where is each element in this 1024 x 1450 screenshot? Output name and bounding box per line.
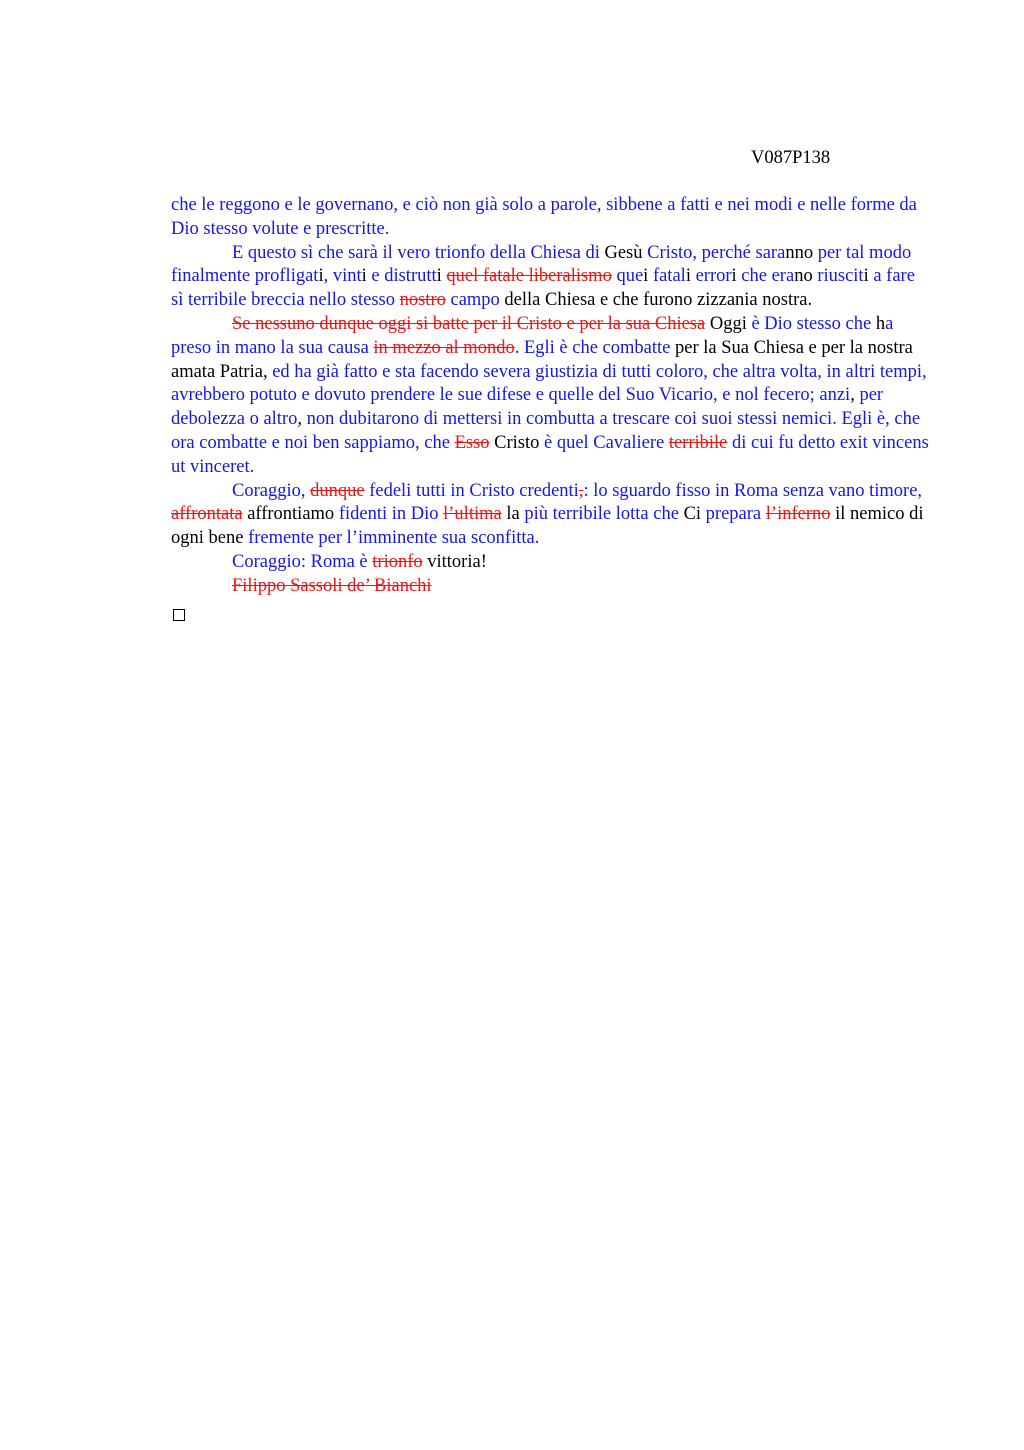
deleted-text: trionfo xyxy=(372,551,423,572)
inserted-text: che era xyxy=(741,266,795,287)
inserted-text: Coraggio, xyxy=(232,480,311,501)
deleted-text: l’inferno xyxy=(765,504,831,525)
inserted-text: fatal xyxy=(652,266,686,287)
deleted-text: nostro xyxy=(399,290,446,311)
inserted-text: error xyxy=(695,266,732,287)
inserted-text: è quel Cavaliere xyxy=(544,432,669,453)
inserted-text: fremente per l’imminente sua sconfitta. xyxy=(248,528,540,549)
inserted-text: non dubitarono di mettersi in combutta a trescare coi suoi stessi nemici. Egli è, che ora combatte e noi ben sappiamo, che xyxy=(171,409,921,453)
paragraph xyxy=(171,313,931,480)
inserted-text: di cui fu detto exit vincens ut vinceret. xyxy=(171,432,929,477)
original-text: Oggi xyxy=(705,313,752,334)
inserted-text: Cristo, perché sara xyxy=(647,242,786,263)
original-text: i xyxy=(643,266,653,287)
original-text: Gesù xyxy=(604,242,648,263)
inserted-text: che le reggono e le governano, e ciò non già solo a parole, sibbene a fatti e nei modi e nelle forme da Dio stesso volute e prescritte. xyxy=(171,195,917,239)
original-text: affrontiamo xyxy=(242,504,339,525)
inserted-text: riuscit xyxy=(817,266,864,287)
page-identifier: V087P138 xyxy=(751,148,831,168)
inserted-text: que xyxy=(616,266,644,287)
inserted-text: fedeli tutti in Cristo credenti xyxy=(369,480,579,501)
original-text: i xyxy=(685,266,696,287)
original-text: h xyxy=(875,313,886,334)
original-text: i xyxy=(318,266,324,287)
paragraph xyxy=(171,480,931,551)
inserted-text: è Dio stesso che xyxy=(751,313,876,334)
inserted-text: per tal modo finalmente profligat xyxy=(171,242,912,287)
paragraph xyxy=(171,575,931,599)
square-outline-icon xyxy=(173,609,185,621)
deleted-text: in mezzo al mondo xyxy=(373,337,515,358)
inserted-text: a fare sì terribile breccia nello stesso xyxy=(171,266,915,311)
inserted-text: E questo sì che sarà il vero trionfo della Chiesa di xyxy=(232,242,605,263)
deleted-text: Filippo Sassoli de’ Bianchi xyxy=(232,575,432,596)
paragraph xyxy=(171,551,931,575)
paragraph xyxy=(171,242,931,313)
inserted-text: più terribile lotta che xyxy=(524,504,684,525)
paragraph xyxy=(171,194,931,242)
original-text: la xyxy=(501,504,525,525)
deleted-text: affrontata xyxy=(171,504,243,525)
original-text: , xyxy=(850,385,860,406)
deleted-text: l’ultima xyxy=(443,504,502,525)
deleted-text: Esso xyxy=(454,432,490,453)
original-text: i xyxy=(863,266,874,287)
original-text: della Chiesa e che furono zizzania nostra. xyxy=(504,290,813,311)
original-text: Cristo xyxy=(489,432,544,453)
original-text: i xyxy=(361,266,367,287)
inserted-text: a preso in mano la sua causa xyxy=(171,313,894,358)
inserted-text: campo xyxy=(450,290,505,311)
deleted-text: Se nessuno dunque oggi si batte per il Cristo e per la sua Chiesa xyxy=(232,313,706,334)
body-text xyxy=(171,194,931,599)
original-text: Ci xyxy=(683,504,706,525)
inserted-text: , vint xyxy=(323,266,362,287)
original-text: , xyxy=(297,409,307,430)
inserted-text: : lo sguardo fisso in Roma senza vano timore, xyxy=(583,480,923,501)
original-text: no xyxy=(794,266,818,287)
inserted-text: fidenti in Dio xyxy=(338,504,444,525)
deleted-text: terribile xyxy=(668,432,728,453)
original-text: il nemico di ogni bene xyxy=(171,504,924,549)
inserted-text: ed ha già fatto e sta facendo severa giustizia di tutti coloro, che altra volta, in altri tempi, avrebbero potuto e dovuto prendere le sue difese e quelle del Suo Vicario, e nol fecero; anzi xyxy=(171,361,927,406)
original-text: per la Sua Chiesa e per la nostra amata Patria, xyxy=(171,337,913,382)
original-text: i xyxy=(731,266,742,287)
original-text: nno xyxy=(785,242,818,263)
inserted-text: . Egli è che combatte xyxy=(514,337,675,358)
end-marker xyxy=(173,601,185,629)
original-text: vittoria! xyxy=(422,551,487,572)
inserted-text: per debolezza o altro xyxy=(171,385,884,430)
inserted-text: Coraggio: Roma è xyxy=(232,551,373,572)
inserted-text: prepara xyxy=(705,504,766,525)
inserted-text: e distrutt xyxy=(366,266,437,287)
deleted-text: , xyxy=(578,480,584,501)
original-text: i xyxy=(436,266,447,287)
deleted-text: quel fatale liberalismo xyxy=(446,266,612,287)
deleted-text: dunque xyxy=(310,480,365,501)
